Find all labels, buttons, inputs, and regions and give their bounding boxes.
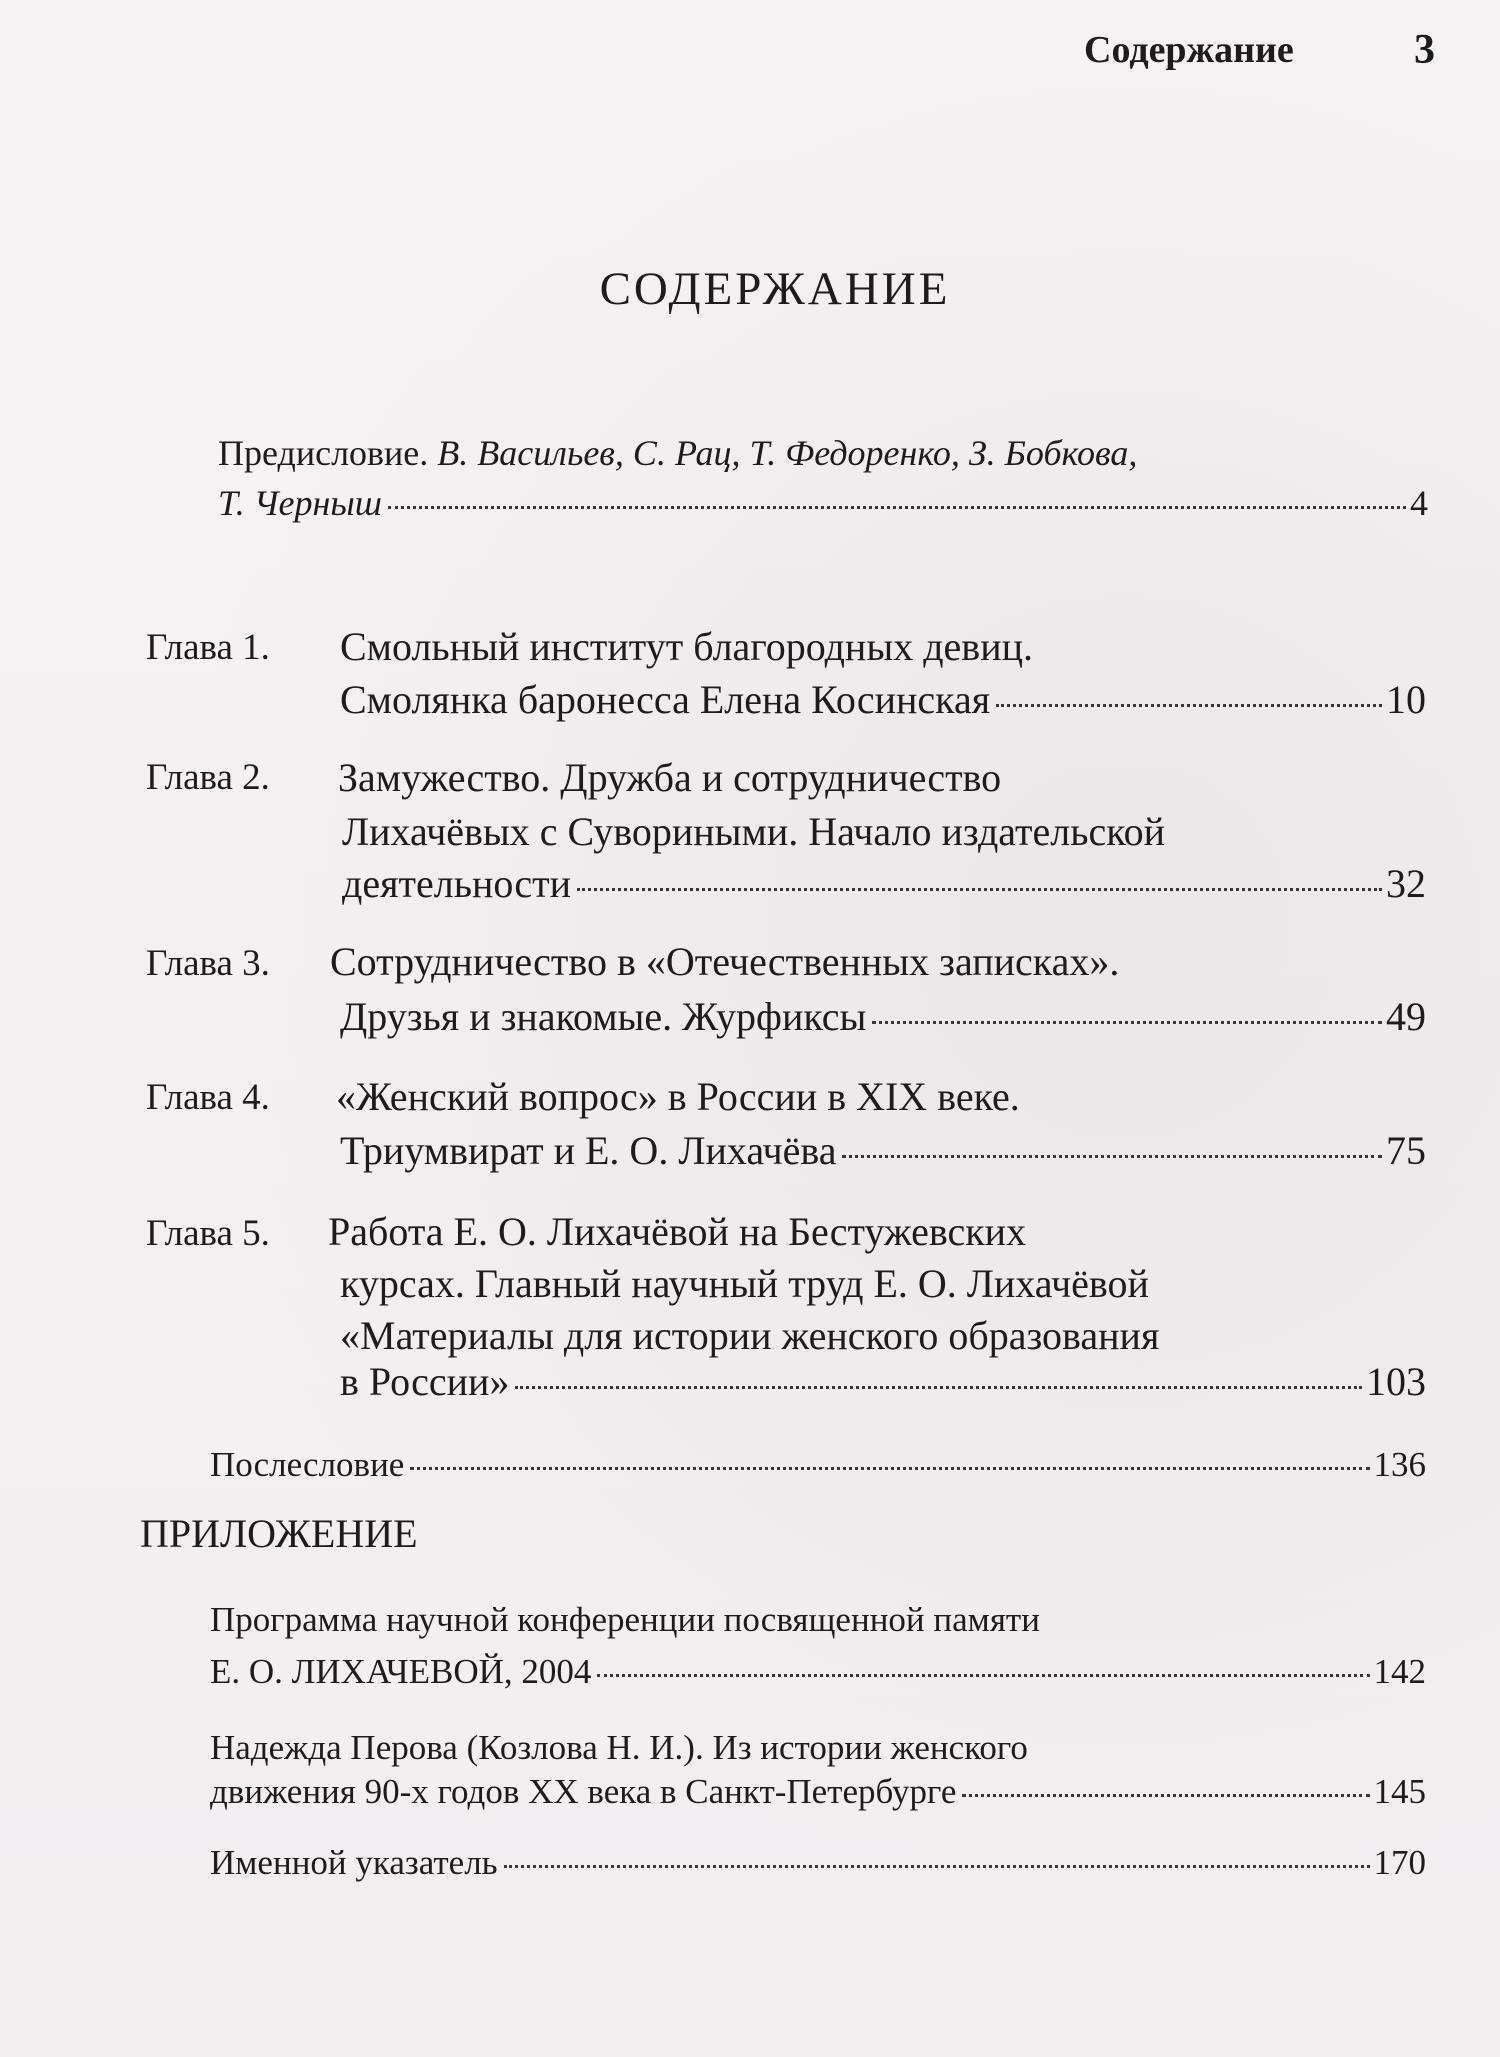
afterword-page-number: 136 [1373,1445,1426,1484]
appendix-page-number: 145 [1373,1772,1426,1811]
appendix-leader-line[interactable] [210,1652,1426,1692]
dot-leader [504,1865,1370,1868]
appendix-item-line[interactable]: Программа научной конференции посвященной памяти [210,1600,1040,1639]
running-head [1000,22,1440,82]
preface-page-number: 4 [1410,483,1428,523]
running-head-page-number: 3 [1414,27,1435,73]
appendix-item-line: движения 90-х годов XX века в Санкт-Петербурге [210,1772,957,1811]
chapter-leader-line[interactable] [340,1358,1426,1405]
afterword-label: Послесловие [210,1445,405,1484]
chapter-title-line: в России» [340,1359,510,1404]
toc-entry-name-index[interactable] [210,1843,1426,1883]
chapter-title-line: Триумвират и Е. О. Лихачёва [340,1128,837,1173]
running-head-title: Содержание [1084,29,1294,71]
chapter-page-number: 32 [1386,861,1426,906]
dot-leader [577,888,1382,891]
chapter-title-line[interactable]: курсах. Главный научный труд Е. О. Лихачёвой [340,1261,1149,1306]
toc-entry-preface[interactable] [218,432,1137,474]
chapter-leader-line[interactable] [342,860,1426,907]
chapter-title-line[interactable]: «Женский вопрос» в России в XIX веке. [336,1074,1020,1119]
chapter-leader-line[interactable] [340,676,1426,723]
chapter-title-line[interactable]: Работа Е. О. Лихачёвой на Бестужевских [328,1209,1027,1254]
dot-leader [872,1021,1382,1024]
appendix-item-line: Е. О. ЛИХАЧЕВОЙ, 2004 [210,1652,592,1691]
chapter-page-number: 75 [1386,1128,1426,1173]
appendix-leader-line[interactable] [210,1772,1426,1812]
appendix-title: ПРИЛОЖЕНИЕ [140,1511,418,1556]
chapter-label: Глава 4. [146,1077,270,1118]
appendix-item-line[interactable]: Надежда Перова (Козлова Н. И.). Из истории женского [210,1728,1028,1767]
appendix-page-number: 170 [1373,1843,1426,1882]
chapter-title-line: Смолянка баронесса Елена Косинская [340,677,991,722]
dot-leader [597,1674,1369,1677]
chapter-page-number: 10 [1386,677,1426,722]
chapter-title-line: Друзья и знакомые. Журфиксы [340,994,867,1039]
preface-authors-line1: В. Васильев, С. Рац, Т. Федоренко, З. Бобкова, [437,433,1138,473]
chapter-title-line[interactable]: Лихачёвых с Сувориными. Начало издательской [342,809,1166,854]
chapter-title-line[interactable]: «Материалы для истории женского образования [340,1313,1160,1358]
appendix-item-line: Именной указатель [210,1843,498,1882]
chapter-leader-line[interactable] [340,993,1426,1040]
chapter-label: Глава 3. [146,943,270,984]
dot-leader [515,1386,1362,1389]
chapter-title-line[interactable]: Сотрудничество в «Отечественных записках». [330,939,1120,984]
chapter-label: Глава 1. [146,627,270,668]
dot-leader [388,506,1406,509]
toc-entry-afterword[interactable] [210,1445,1426,1485]
preface-authors-line2: Т. Черныш [218,483,382,523]
appendix-page-number: 142 [1373,1652,1426,1691]
chapter-label: Глава 2. [146,757,270,798]
dot-leader [996,704,1382,707]
chapter-label: Глава 5. [146,1213,270,1254]
chapter-title-line[interactable]: Замужество. Дружба и сотрудничество [338,755,1002,800]
preface-leader-line [218,482,1428,524]
dot-leader [410,1467,1369,1470]
chapter-page-number: 103 [1366,1359,1426,1404]
toc-heading: СОДЕРЖАНИЕ [599,263,951,315]
dot-leader [962,1794,1369,1797]
chapter-title-line: деятельности [342,861,571,906]
dot-leader [842,1155,1382,1158]
preface-label: Предисловие. [218,433,429,473]
chapter-leader-line[interactable] [340,1127,1426,1174]
chapter-title-line[interactable]: Смольный институт благородных девиц. [340,624,1034,669]
chapter-page-number: 49 [1386,994,1426,1039]
